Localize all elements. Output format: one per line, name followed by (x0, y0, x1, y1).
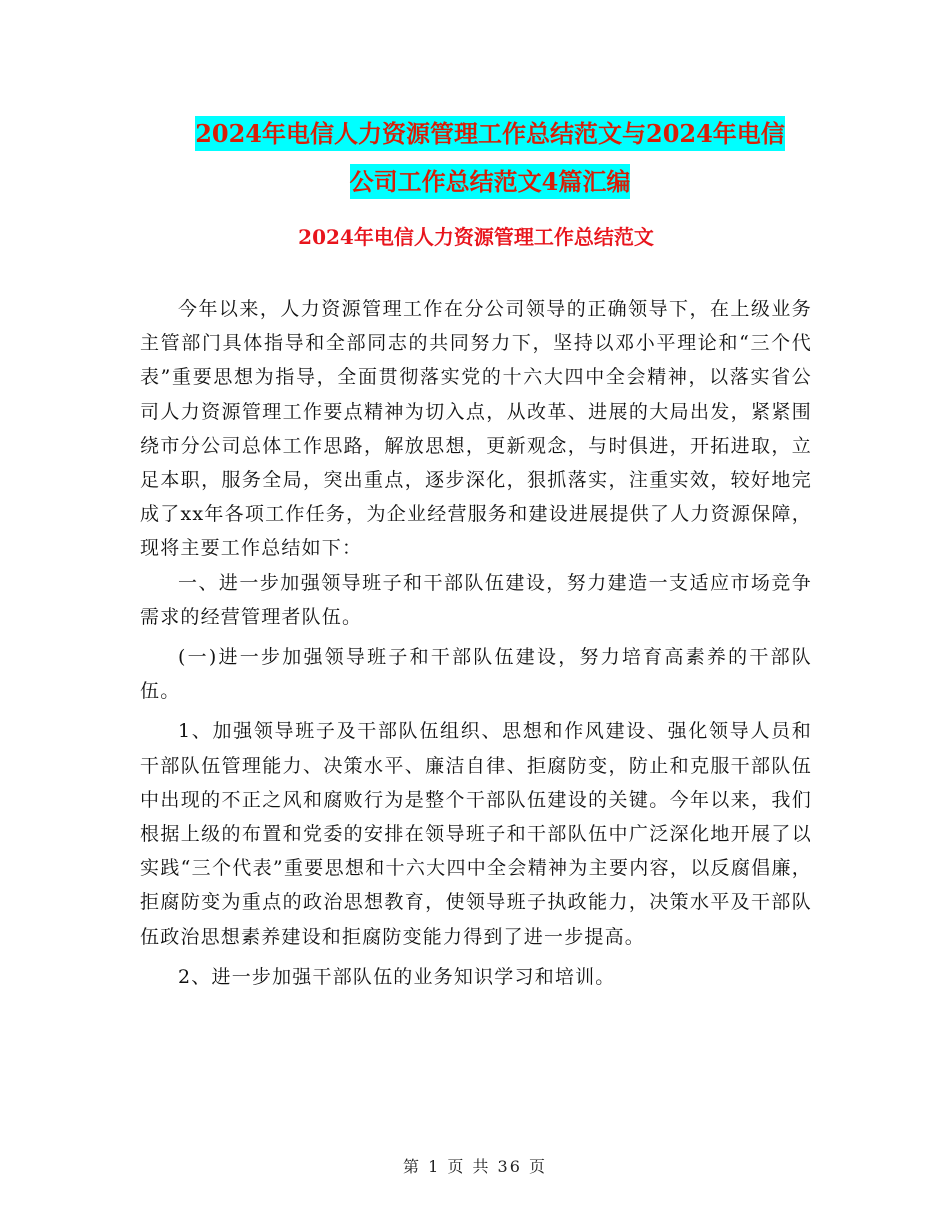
paragraph-intro: 今年以来，人力资源管理工作在分公司领导的正确领导下，在上级业务主管部门具体指导和全部同志的共同努力下，坚持以邓小平理论和“三个代表”重要思想为指导，全面贯彻落实党的十六大四中全会精神，以落实省公司人力资源管理工作要点精神为切入点，从改革、进展的大局出发，紧紧围绕市分公司总体工作思路，解放思想，更新观念，与时俱进，开拓进取，立足本职，服务全局，突出重点，逐步深化，狠抓落实，注重实效，较好地完成了xx年各项工作任务，为企业经营服务和建设进展提供了人力资源保障，现将主要工作总结如下： (140, 298, 812, 560)
document-title-line-1: 2024年电信人力资源管理工作总结范文与2024年电信 (195, 116, 785, 151)
paragraph-subheading-1: (一)进一步加强领导班子和干部队伍建设，努力培育高素养的干部队伍。 (140, 646, 812, 703)
document-title (140, 110, 840, 206)
paragraph-item-2: 2、进一步加强干部队伍的业务知识学习和培训。 (178, 965, 616, 988)
section-title: 2024年电信人力资源管理工作总结范文 (298, 225, 654, 249)
document-title-line-2: 公司工作总结范文4篇汇编 (350, 164, 631, 199)
paragraph-heading-1: 一、进一步加强领导班子和干部队伍建设，努力建造一支适应市场竞争需求的经营管理者队伍。 (140, 571, 812, 628)
paragraph-item-1: 1、加强领导班子及干部队伍组织、思想和作风建设、强化领导人员和干部队伍管理能力、决策水平、廉洁自律、拒腐防变，防止和克服干部队伍中出现的不正之风和腐败行为是整个干部队伍建设的关键。今年以来，我们根据上级的布置和党委的安排在领导班子和干部队伍中广泛深化地开展了以实践“三个代表”重要思想和十六大四中全会精神为主要内容，以反腐倡廉，拒腐防变为重点的政治思想教育，使领导班子执政能力，决策水平及干部队伍政治思想素养建设和拒腐防变能力得到了进一步提高。 (140, 720, 812, 948)
document-body (140, 292, 812, 994)
page-footer: 第 1 页 共 36 页 (403, 1157, 547, 1176)
